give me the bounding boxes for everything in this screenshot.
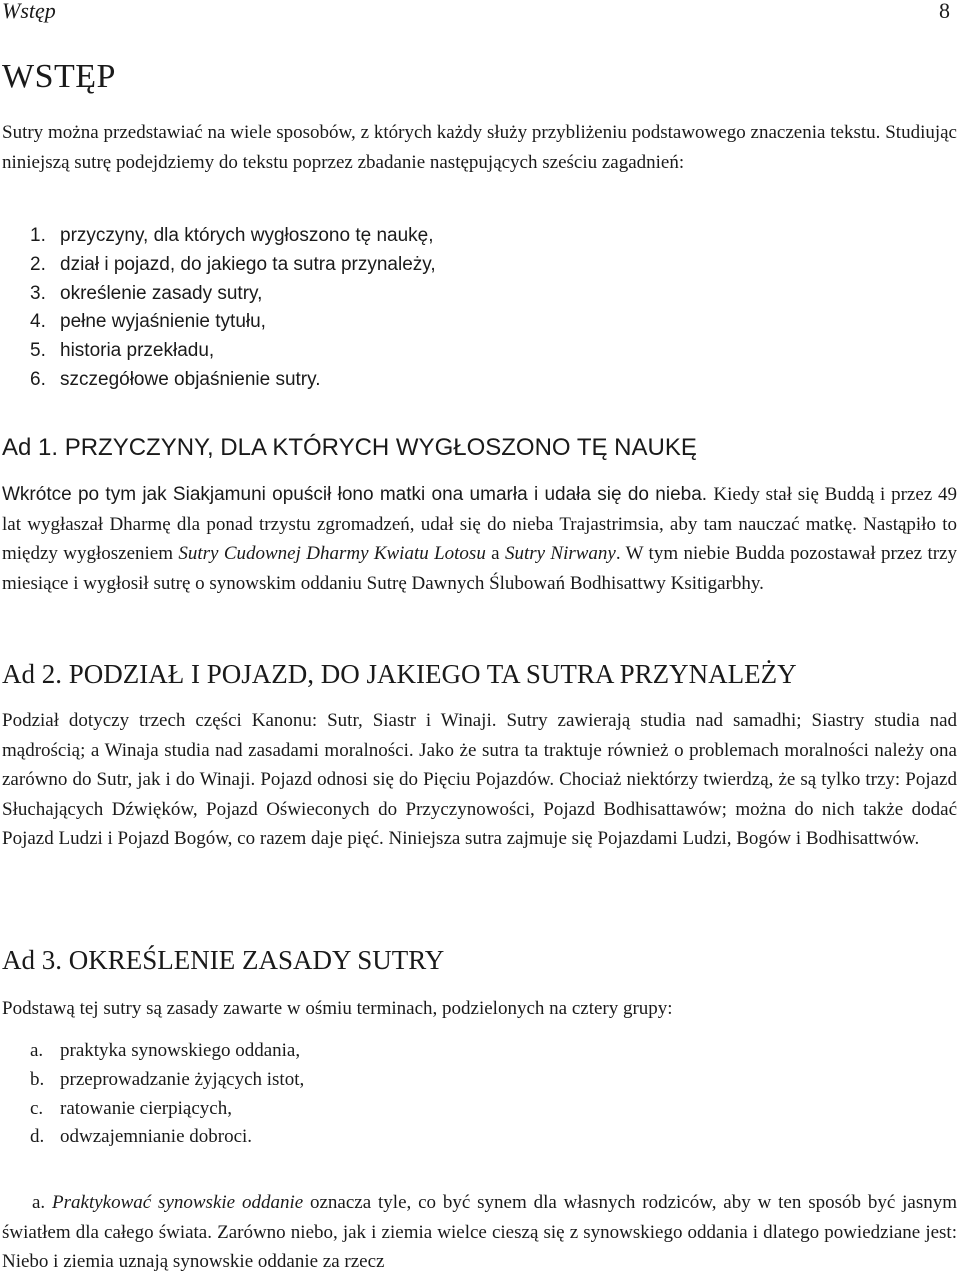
section-2-heading: Ad 2. PODZIAŁ I POJAZD, DO JAKIEGO TA SUTRA PRZYNALEŻY <box>2 659 797 689</box>
list-item <box>30 280 436 309</box>
list-item-text: określenie zasady sutry, <box>60 282 263 304</box>
list-item-text: historia przekładu, <box>60 340 215 362</box>
list-item <box>30 337 436 366</box>
list-item <box>30 308 436 337</box>
section-2-paragraph: Podział dotyczy trzech części Kanonu: Sutr, Siastr i Winaji. Sutry zawierają studia nad samadhi; Siastry studia nad mądrością; a Winaja studia nad zasadami moralności. Jako że sutra ta traktuje również o problemach moralności należy ona zarówno do Sutr, jak i do Winaji. Pojazd odnosi się do Pięciu Pojazdów. Chociaż niektórzy twierdzą, że są tylko trzy: Pojazd Słuchających Dźwięków, Pojazd Oświeconych do Przyczynowości, Pojazd Bodhisattawów; można do nich także dodać Pojazd Ludzi i Pojazd Bogów, co razem daje pięć. Niniejsza sutra zajmuje się Pojazdami Ludzi, Bogów i Bodhisattwów. <box>2 710 957 849</box>
list-item-text: szczegółowe objaśnienie sutry. <box>60 368 321 390</box>
list-item-number: 1. <box>30 225 46 246</box>
list-item-text: praktyka synowskiego oddania, <box>60 1040 301 1061</box>
list-item <box>30 222 436 251</box>
section-1-heading: Ad 1. PRZYCZYNY, DLA KTÓRYCH WYGŁOSZONO TĘ NAUKĘ <box>2 434 697 461</box>
list-item <box>30 366 436 395</box>
list-item-text: ratowanie cierpiących, <box>60 1097 232 1119</box>
list-item <box>30 1037 304 1066</box>
section-3-intro: Podstawą tej sutry są zasady zawarte w ośmiu terminach, podzielonych na cztery grupy: <box>2 998 673 1019</box>
page-header <box>2 0 950 24</box>
page-title: WSTĘP <box>2 58 116 95</box>
list-item-number: 2. <box>30 253 46 275</box>
list-item-number: d. <box>30 1126 45 1148</box>
section-1-text-d: . W tym niebie Budda pozostawał przez trzy miesiące i wygłosił sutrę o synowskim oddaniu Sutrę Dawnych Ślubowań Bodhisattwy Ksitigarbhy. <box>2 543 957 594</box>
list-item-number: 6. <box>30 368 46 390</box>
list-item-number: 4. <box>30 311 46 333</box>
list-item <box>30 1066 304 1095</box>
section-3-heading: Ad 3. OKREŚLENIE ZASADY SUTRY <box>2 945 445 975</box>
section-1-text-b: Kiedy stał się Buddą i przez 49 lat wygłaszał Dharmę dla ponad trzystu zgromadzeń, udał się do nieba Trajastrimsia, aby tam nauczać matkę. Nastąpiło to między wygłoszeniem <box>2 484 957 564</box>
list-item-number: b. <box>30 1068 45 1090</box>
sutra-nirvana-title: Sutry Nirwany <box>504 543 616 564</box>
section-1-text-c: a <box>485 543 505 564</box>
section-3-paragraph-a <box>2 1188 957 1277</box>
list-item <box>30 1123 304 1152</box>
list-item-number: 3. <box>30 282 46 304</box>
section-3-paragraph-text: oznacza tyle, co być synem dla własnych rodziców, aby w ten sposób być jasnym światłem dla całego świata. Zarówno niebo, jak i ziemia wielce cieszą się z synowskiego oddania i dlatego powiedziane jest: Niebo i ziemia uznają synowskie oddanie za rzecz <box>2 1192 957 1272</box>
topics-list <box>30 222 436 395</box>
list-item-number: a. <box>30 1040 44 1061</box>
list-item-text: pełne wyjaśnienie tytułu, <box>60 311 266 333</box>
principles-list <box>30 1037 304 1152</box>
list-item-text: dział i pojazd, do jakiego ta sutra przynależy, <box>60 253 436 275</box>
item-marker: a. <box>32 1192 46 1213</box>
running-title: Wstęp <box>2 0 56 23</box>
list-item-text: przeprowadzanie żyjących istot, <box>60 1068 305 1090</box>
list-item-text: przyczyny, dla których wygłoszono tę naukę, <box>60 225 434 246</box>
section-1-paragraph <box>2 480 957 598</box>
sutra-lotus-title: Sutry Cudownej Dharmy Kwiatu Lotosu <box>178 543 486 564</box>
intro-paragraph: Sutry można przedstawiać na wiele sposobów, z których każdy służy przybliżeniu podstawowego znaczenia tekstu. Studiując niniejszą sutrę podejdziemy do tekstu poprzez zbadanie następujących sześciu zagadnień: <box>2 122 957 173</box>
list-item <box>30 251 436 280</box>
section-1-text-a: Wkrótce po tym jak Siakjamuni opuścił łono matki ona umarła i udała się do nieba. <box>2 484 708 505</box>
emphasis-term: Praktykować synowskie oddanie <box>52 1192 304 1213</box>
page-number: 8 <box>939 0 950 23</box>
list-item-text: odwzajemnianie dobroci. <box>60 1126 253 1148</box>
list-item <box>30 1095 304 1124</box>
list-item-number: 5. <box>30 340 46 362</box>
list-item-number: c. <box>30 1097 44 1119</box>
